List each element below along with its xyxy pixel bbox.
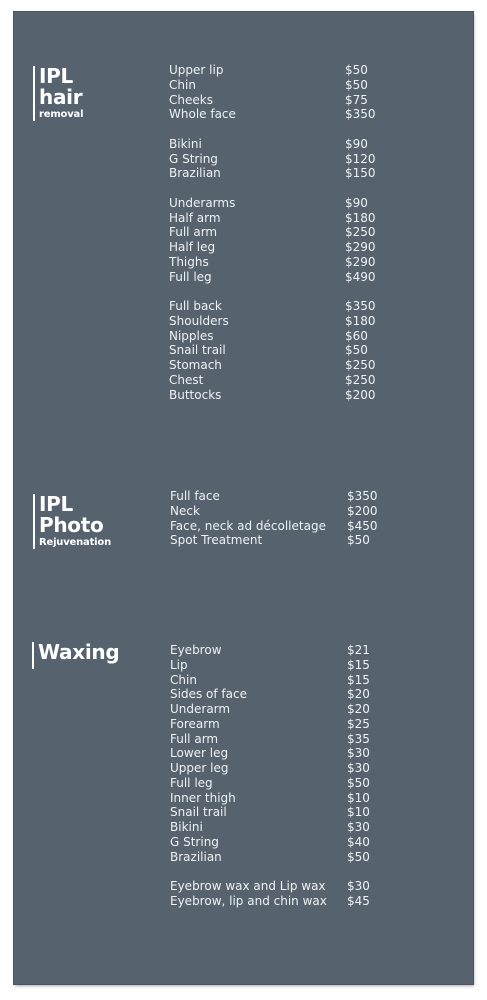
treatment-price: $200 [345,387,376,402]
treatment-name: Shoulders [169,313,229,328]
treatment-name: Chin [170,672,197,687]
waxing-price-list [170,643,370,909]
treatment-name: Full back [169,299,222,313]
price-row [170,731,370,747]
price-row [170,820,370,835]
price-row [169,151,376,167]
treatment-name: Chin [169,77,196,92]
treatment-name: Full arm [169,225,218,240]
treatment-price: $490 [345,269,376,284]
treatment-price: $120 [345,151,376,166]
treatment-name: G String [170,834,219,849]
treatment-name: Brazilian [170,849,222,864]
ipl-photo-rejuvenation-price-list [170,489,378,548]
treatment-name: Full arm [170,731,219,746]
heading-subtitle: Rejuvenation [39,537,111,548]
ipl-hair-removal-price-list [169,63,376,402]
price-row [169,358,376,373]
price-row [169,63,368,78]
price-row [169,77,368,93]
treatment-name: Sides of face [170,687,247,702]
treatment-price: $250 [345,225,376,240]
price-row [169,343,368,358]
treatment-price: $250 [345,358,376,372]
price-row [170,687,370,702]
treatment-name: Snail trail [170,805,227,820]
treatment-name: Half leg [169,240,216,254]
price-row [170,775,370,791]
price-row [169,313,376,329]
treatment-name: Lower leg [170,746,229,761]
price-row [170,489,378,504]
heading-line: IPL [39,64,73,88]
treatment-price: $40 [347,834,370,849]
treatment-name: Spot Treatment [170,533,263,548]
treatment-name: Nipples [169,328,214,343]
treatment-price: $75 [345,92,368,107]
price-row [170,503,378,519]
price-row [170,702,370,717]
treatment-name: Underarms [169,195,236,210]
treatment-price: $45 [347,893,370,908]
price-row [170,746,370,761]
treatment-price: $290 [345,240,376,254]
treatment-name: Underarm [170,702,231,716]
price-row [170,672,370,688]
treatment-price: $25 [347,716,370,731]
treatment-price: $50 [347,849,370,864]
treatment-price: $350 [345,299,376,313]
treatment-price: $20 [347,702,370,716]
price-row [170,761,370,776]
treatment-price: $90 [345,136,368,151]
treatment-price: $350 [347,489,378,503]
price-row [170,518,378,534]
treatment-name: Upper leg [170,761,229,775]
price-row [169,372,376,388]
price-row [170,533,370,548]
treatment-price: $15 [347,672,370,687]
heading-line: Waxing [38,640,120,664]
treatment-price: $50 [345,63,368,77]
treatment-name: Stomach [169,358,222,372]
price-row [169,240,376,255]
treatment-name: Chest [169,372,204,387]
price-row [169,107,376,122]
treatment-name: Eyebrow [170,643,222,657]
treatment-name: Half arm [169,210,221,225]
treatment-name: Buttocks [169,387,222,402]
treatment-price: $30 [347,746,370,761]
treatment-price: $450 [347,518,378,533]
treatment-price: $30 [347,761,370,775]
treatment-price: $180 [345,210,376,225]
price-row [169,387,376,403]
price-row [169,166,376,181]
heading-subtitle: removal [39,109,84,120]
treatment-name: Inner thigh [170,790,236,805]
treatment-price: $50 [345,77,368,92]
treatment-price: $50 [347,775,370,790]
heading-line: hair [39,85,83,109]
treatment-price: $10 [347,790,370,805]
treatment-price: $30 [347,820,370,834]
waxing-heading [32,642,119,669]
treatment-price: $290 [345,254,376,269]
treatment-price: $90 [345,195,368,210]
treatment-name: Full leg [170,775,213,790]
price-row [169,299,376,314]
treatment-price: $350 [345,107,376,122]
price-row [170,790,370,806]
price-row [169,254,376,270]
price-row [169,328,368,344]
treatment-price: $60 [345,328,368,343]
ipl-photo-rejuvenation-heading [33,494,111,549]
treatment-name: Brazilian [169,166,221,181]
treatment-name: Full leg [169,269,212,284]
treatment-price: $50 [347,533,370,548]
treatment-price: $250 [345,372,376,387]
price-row [170,657,370,673]
treatment-name: Neck [170,503,200,518]
treatment-price: $21 [347,643,370,657]
treatment-name: Eyebrow, lip and chin wax [170,893,327,908]
treatment-name: Lip [170,657,188,672]
heading-line: Photo [39,513,104,537]
price-row [169,195,368,211]
price-row [170,893,370,909]
treatment-name: G String [169,151,218,166]
price-row [169,225,376,240]
treatment-name: Bikini [170,820,203,834]
price-row [169,92,368,108]
treatment-name: Upper lip [169,63,224,77]
treatment-price: $180 [345,313,376,328]
treatment-price: $10 [347,805,370,820]
treatment-price: $20 [347,687,370,702]
price-row [169,269,376,285]
treatment-price: $35 [347,731,370,746]
treatment-price: $50 [345,343,368,358]
treatment-name: Full face [170,489,220,503]
price-row [169,136,368,152]
treatment-price: $30 [347,879,370,893]
price-row [170,716,370,732]
treatment-name: Thighs [169,254,209,269]
ipl-hair-removal-heading [33,66,83,121]
treatment-name: Whole face [169,107,236,122]
price-row [170,834,370,850]
treatment-name: Cheeks [169,92,213,107]
price-row [170,805,370,820]
treatment-price: $200 [347,503,378,518]
price-row [169,210,376,226]
treatment-name: Forearm [170,716,220,731]
heading-line: IPL [39,492,73,516]
price-row [170,879,370,894]
treatment-name: Bikini [169,136,202,151]
treatment-price: $15 [347,657,370,672]
price-row [170,849,370,865]
treatment-name: Eyebrow wax and Lip wax [170,879,326,893]
treatment-price: $150 [345,166,376,181]
treatment-name: Snail trail [169,343,226,358]
treatment-name: Face, neck ad décolletage [170,518,326,533]
price-row [170,643,370,658]
